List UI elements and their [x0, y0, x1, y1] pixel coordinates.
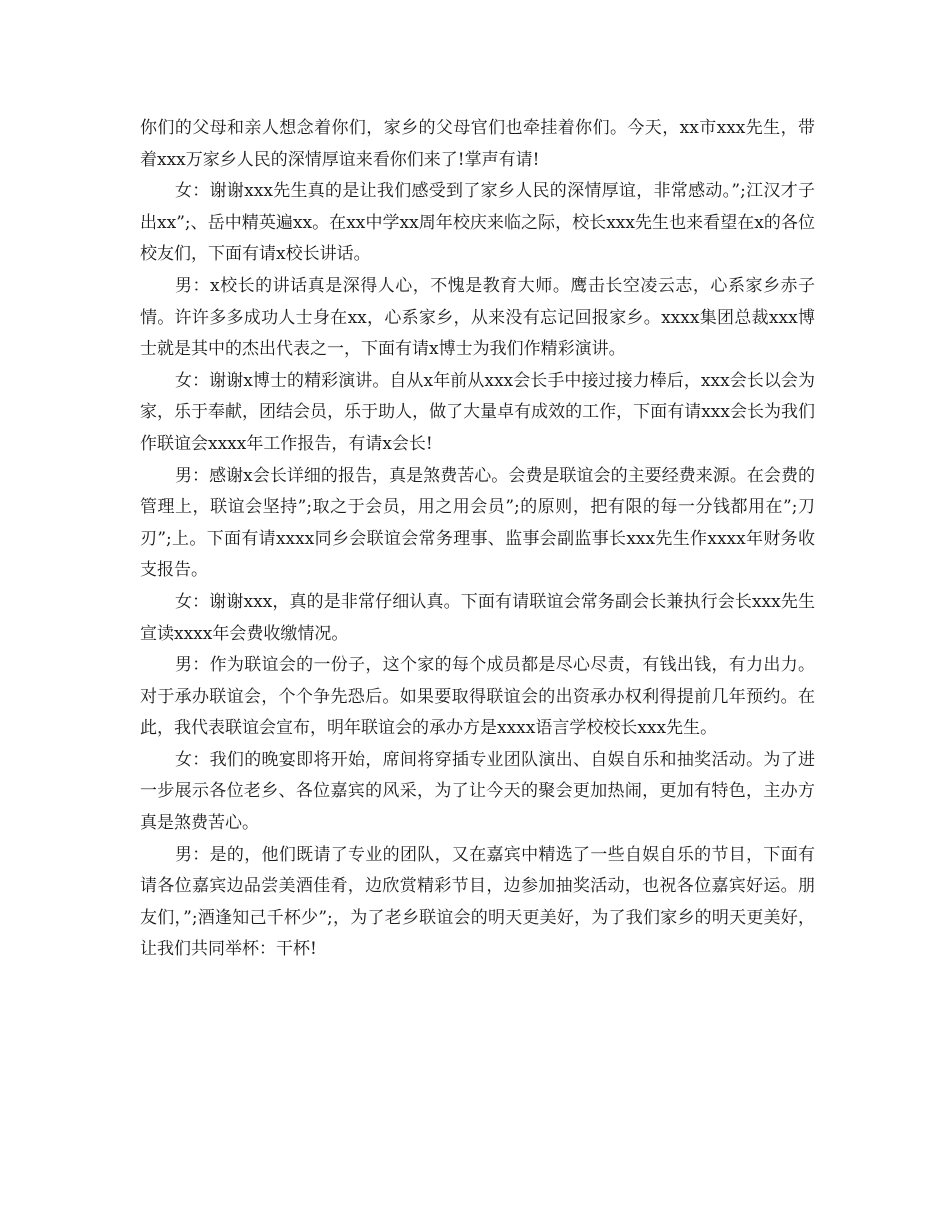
paragraph-6: 女：谢谢xxx，真的是非常仔细认真。下面有请联谊会常务副会长兼执行会长xxx先生宣读xxxx年会费收缴情况。 — [140, 591, 815, 644]
paragraph-9: 男：是的，他们既请了专业的团队，又在嘉宾中精选了一些自娱自乐的节目，下面有请各位嘉宾边品尝美酒佳肴，边欣赏精彩节目，边参加抽奖活动，也祝各位嘉宾好运。朋友们，”;酒逢知己千杯少”;，为了老乡联谊会的明天更美好，为了我们家乡的明天更美好，让我们共同举杯：干杯! — [140, 844, 815, 960]
document-body — [140, 113, 815, 966]
paragraph-8: 女：我们的晚宴即将开始，席间将穿插专业团队演出、自娱自乐和抽奖活动。为了进一步展示各位老乡、各位嘉宾的风采，为了让今天的聚会更加热闹，更加有特色，主办方真是煞费苦心。 — [140, 749, 815, 834]
paragraph-5: 男：感谢x会长详细的报告，真是煞费苦心。会费是联谊会的主要经费来源。在会费的管理上，联谊会坚持”;取之于会员，用之用会员”;的原则，把有限的每一分钱都用在”;刀刃”;上。下面有请xxxx同乡会联谊会常务理事、监事会副监事长xxx先生作xxxx年财务收支报告。 — [140, 465, 815, 581]
paragraph-3: 男：x校长的讲话真是深得人心，不愧是教育大师。鹰击长空凌云志，心系家乡赤子情。许许多多成功人士身在xx，心系家乡，从来没有忘记回报家乡。xxxx集团总裁xxx博士就是其中的杰出代表之一，下面有请x博士为我们作精彩演讲。 — [140, 275, 815, 360]
paragraph-1: 你们的父母和亲人想念着你们，家乡的父母官们也牵挂着你们。今天，xx市xxx先生，带着xxx万家乡人民的深情厚谊来看你们来了!掌声有请! — [140, 118, 815, 170]
paragraph-2: 女：谢谢xxx先生真的是让我们感受到了家乡人民的深情厚谊，非常感动。”;江汉才子出xx”;、岳中精英遍xx。在xx中学xx周年校庆来临之际，校长xxx先生也来看望在x的各位校友们，下面有请x校长讲话。 — [140, 181, 815, 265]
paragraph-4: 女：谢谢x博士的精彩演讲。自从x年前从xxx会长手中接过接力棒后，xxx会长以会为家，乐于奉献，团结会员，乐于助人，做了大量卓有成效的工作，下面有请xxx会长为我们作联谊会xxxx年工作报告，有请x会长! — [140, 370, 815, 454]
paragraph-7: 男：作为联谊会的一份子，这个家的每个成员都是尽心尽责，有钱出钱，有力出力。对于承办联谊会，个个争先恐后。如果要取得联谊会的出资承办权利得提前几年预约。在此，我代表联谊会宣布，明年联谊会的承办方是xxxx语言学校校长xxx先生。 — [140, 655, 815, 739]
